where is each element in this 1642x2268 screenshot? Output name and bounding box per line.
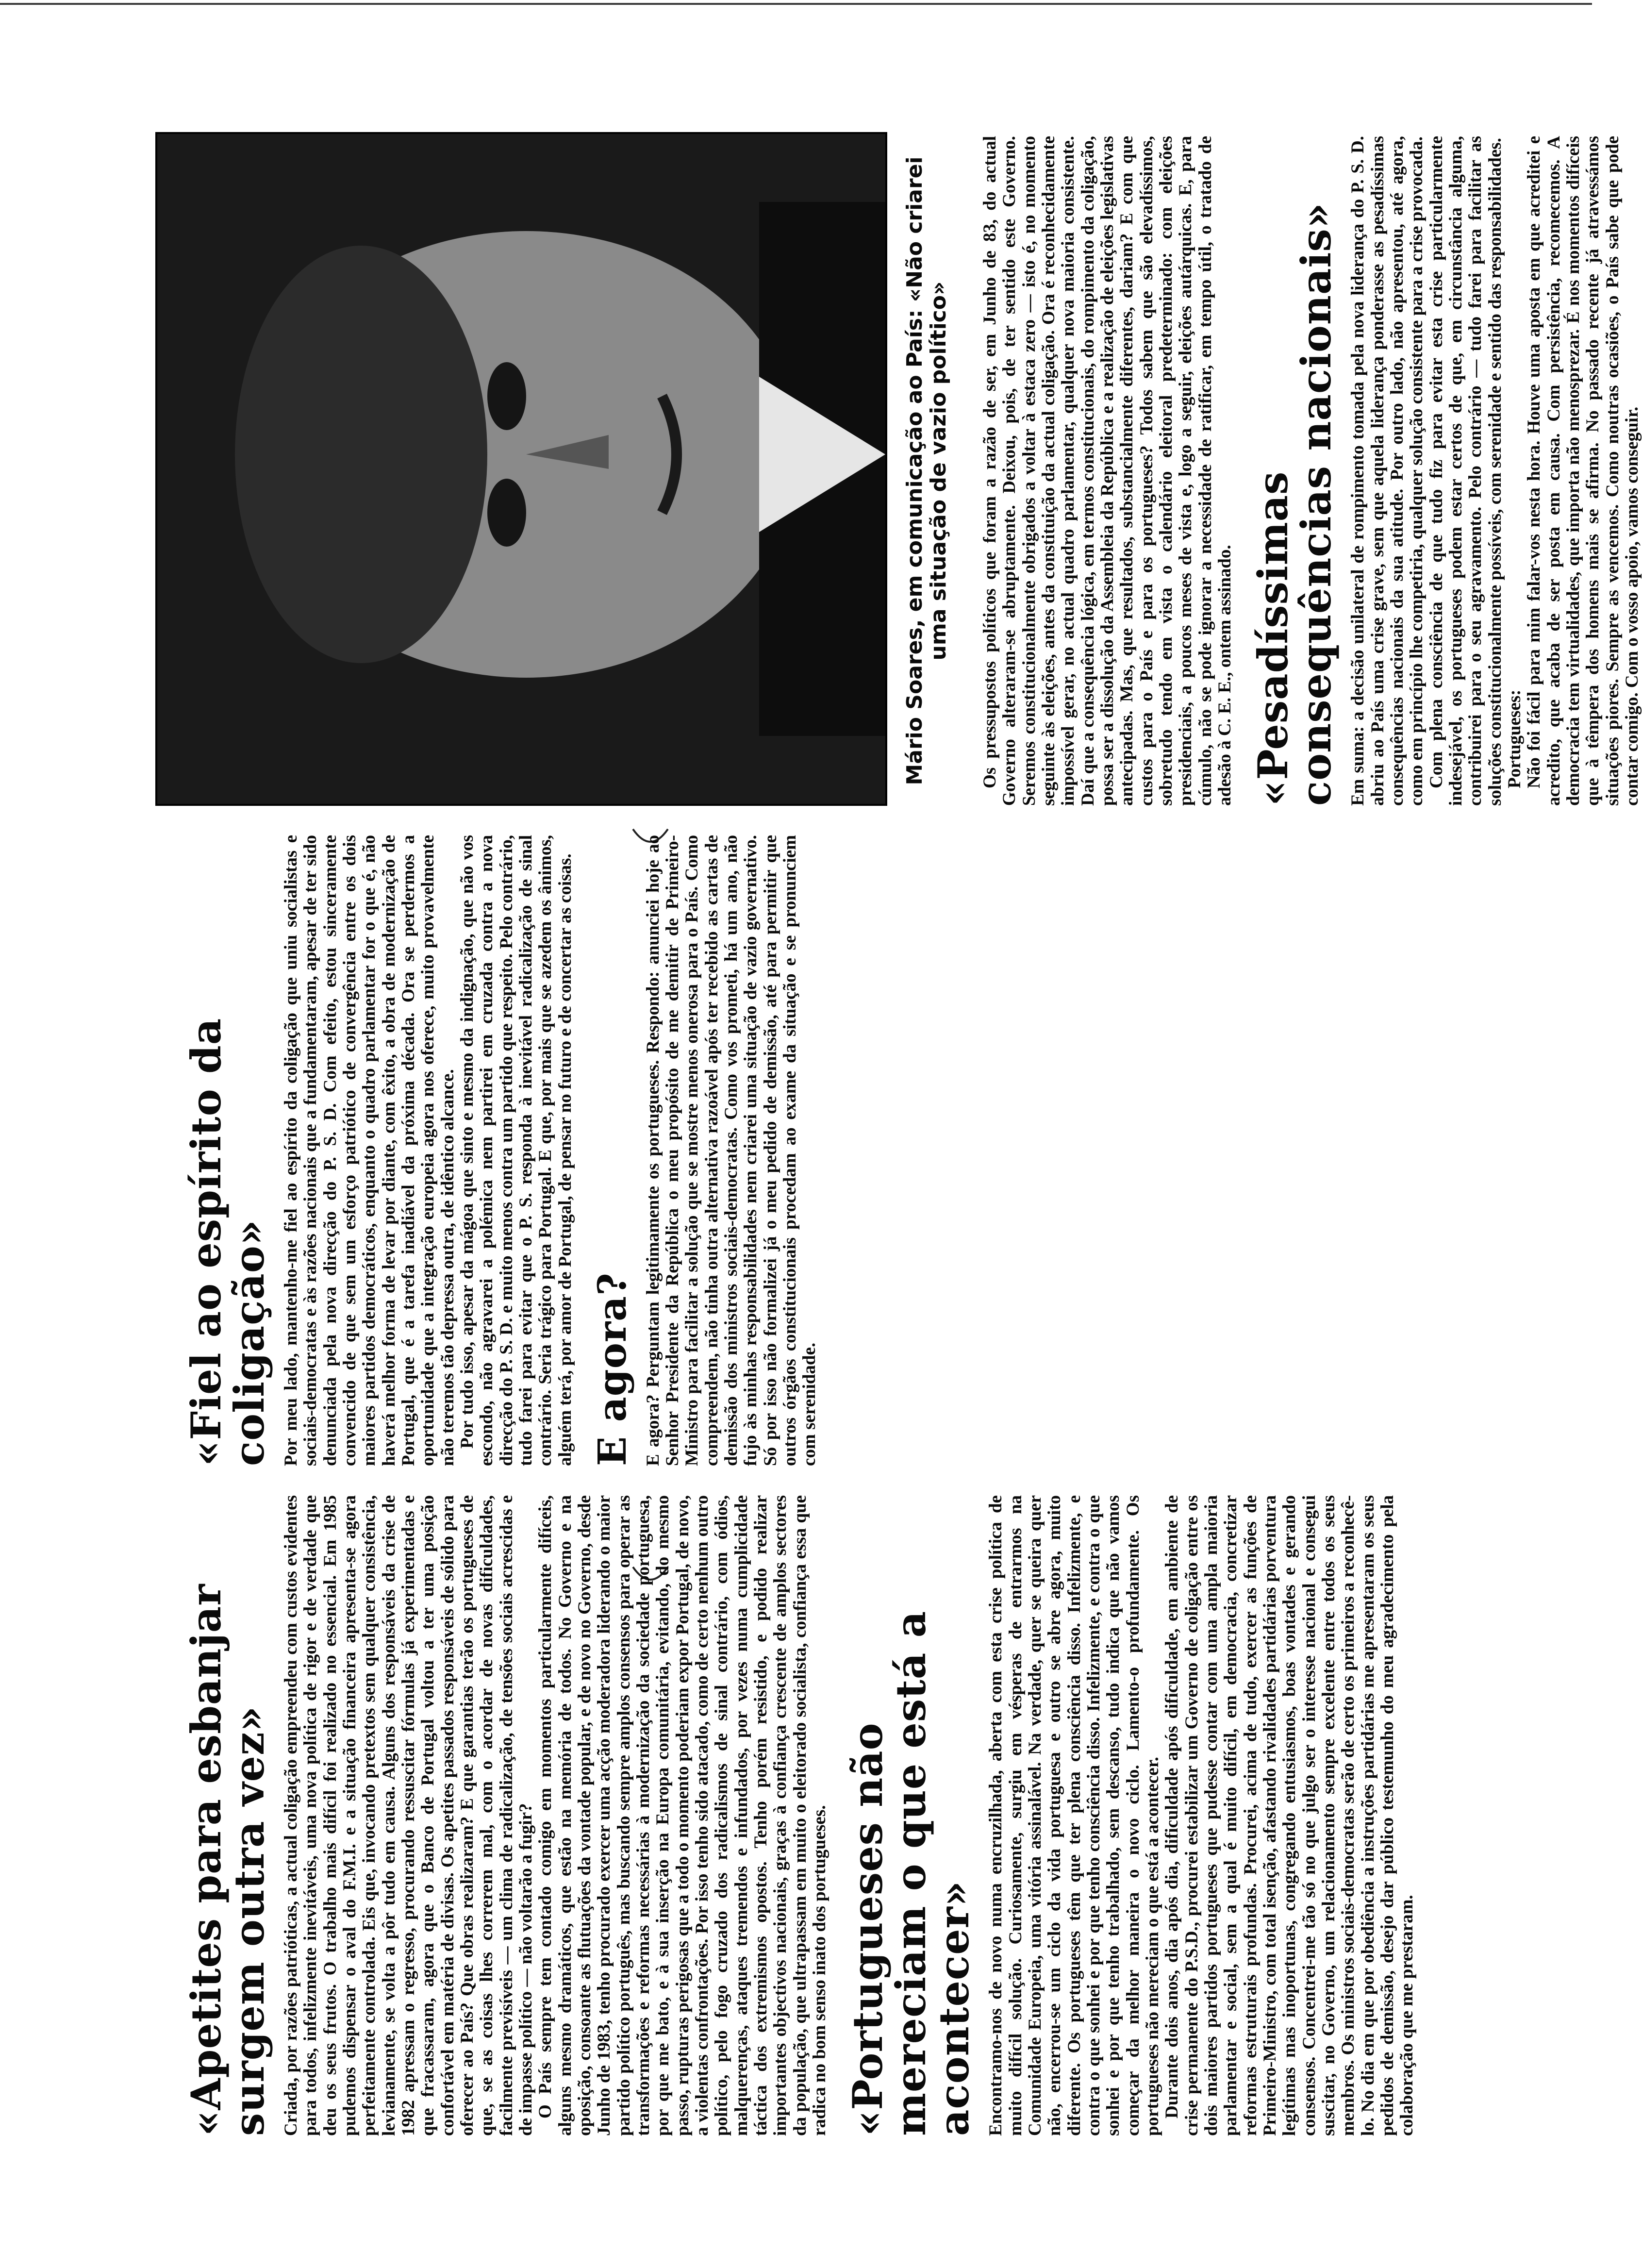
column-3-text	[980, 136, 1642, 806]
portrait-photo	[155, 132, 887, 806]
paragraph: Criada, por razões patrióticas, a actual coligação empreendeu com custos evidentes para todos, infelizmente inevitáveis, uma nova política de rigor e de verdade que deu os seus frutos. O trabalho mais difícil foi realizado no essencial. Em 1985 pudemos dispensar o aval do F.M.I. e a situação financeira apresenta-se agora perfeitamente controlada. Eis que, invocando pretextos sem qualquer consistência, levianamente, se volta a pôr tudo em causa. Alguns dos responsáveis da crise de 1982 apressam o regresso, procurando ressuscitar fórmulas já experimentadas e que fracassaram, agora que o Banco de Portugal voltou a ter uma posição confortável em matéria de divisas. Os apetites passados responsáveis de sólido para oferecer ao País? Que obras realizaram? E que garantias terão os portugueses de que, se as coisas lhes correrem mal, com o acordar de novas dificuldades, facilmente previsíveis — um clima de radicalização, de tensões sociais acrescidas e de impasse político — não voltarão a fugir?	[281, 1495, 536, 2136]
heading-e-agora: E agora?	[589, 1272, 635, 1466]
column-1	[184, 1495, 1417, 2136]
paragraph: Por meu lado, mantenho-me fiel ao espírito da coligação que uniu socialistas e sociais-democratas e às razões nacionais que a fundamentaram, apesar de ter sido denunciada pela nova direcção do P. S. D. Com efeito, estou sinceramente convencido de que sem um esforço patriótico de convergência entre os dois maiores partidos democráticos, enquanto o quadro parlamentar for o que é, não haverá melhor forma de levar por diante, com êxito, a obra de modernização de Portugal, que é a tarefa inadiável da próxima década. Ora se perdermos a oportunidade que a integração europeia agora nos oferece, muito provavelmente não teremos tão depressa outra, de idêntico alcance.	[281, 835, 458, 1466]
paragraph: Por tudo isso, apesar da mágoa que sinto e mesmo da indignação, que não vos escondo, não agravarei a polémica nem partirei em cruzada contra a nova direcção do P. S. D. e muito menos contra um partido que respeito. Pelo contrário, tudo farei para evitar que o P. S. responda à inevitável radicalização de sinal contrário. Seria trágico para Portugal. E que, por mais que se azedem os ânimos, alguém terá, por amor de Portugal, de pensar no futuro e de concertar as coisas.	[457, 835, 575, 1466]
caption	[903, 136, 951, 806]
portrait-image	[157, 134, 885, 804]
paragraph: Não foi fácil para mim falar-vos nesta hora. Houve uma aposta em que acreditei e acredito, que acaba de ser posta em causa. Com persistência, recomecemos. A democracia tem virtualidades, que importa não menosprezar. É nos momentos difíceis que à têmpera dos homens mais se afirma. No passado recente já atravessámos situações piores. Sempre as vencemos. Como noutras ocasiões, o País sabe que pode contar comigo. Com o vosso apoio, vamos conseguir.	[1524, 136, 1642, 806]
heading-apetites: «Apetites para esbanjar surgem outra vez»	[182, 1584, 274, 2136]
heading-portugueses: «Portugueses não mereciam o que está a acontecer»	[844, 1610, 979, 2136]
top-scan-border	[0, 3, 1592, 5]
heading-fiel: «Fiel ao espírito da coligação»	[182, 1017, 274, 1466]
paragraph: E agora? Perguntam legitimamente os portugueses. Respondo: anunciei hoje ao Senhor Presidente da República o meu propósito de me demitir de Primeiro-Ministro para facilitar a solução que se mostre menos onerosa para o País. Como compreendem, não tinha outra alternativa razoável após ter recebido as cartas de demissão dos ministros sociais-democratas. Como vos prometi, há um ano, não fujo às minhas responsabilidades nem criarei uma situação de vazio governativo. Só por isso não formalizei já o meu pedido de demissão, até para permitir que outros órgãos constitucionais procedam ao exame da situação e se pronunciem com serenidade.	[643, 835, 820, 1466]
paragraph: O País sempre tem contado comigo em momentos particularmente difíceis, alguns mesmo dramáticos, que estão na memória de todos. No Governo e na oposição, consoante as flutuações da vontade popular, e de novo no Governo, desde Junho de 1983, tenho procurado exercer uma acção moderadora liderando o maior partido político português, mas buscando sempre amplos consensos para operar as transformações e reformas necessárias à modernização da sociedade portuguesa, por que me bato, e à sua inserção na Europa comunitária, evitando, do mesmo passo, rupturas perigosas que a todo o momento poderiam expor Portugal, de novo, a violentas confrontações. Por isso tenho sido atacado, como de certo nenhum outro político, pelo fogo cruzado dos radicalismos de sinal contrário, com ódios, malquerenças, ataques tremendos e infundados, por vezes numa cumplicidade táctica dos extremismos opostos. Tenho porém resistido, e podido realizar importantes objectivos nacionais, graças à confiança crescente de amplos sectores da população, que ultrapassam em muito o eleitorado socialista, confiança essa que radica no bom senso inato dos portugueses.	[535, 1495, 829, 2136]
paragraph: Em suma: a decisão unilateral de rompimento tomada pela nova liderança do P. S. D. abriu ao País uma crise grave, sem que aquela liderança ponderasse as pesadíssimas consequências nacionais da sua atitude. Por outro lado, não apresentou, até agora, como em princípio lhe competiria, qualquer solução consistente para a crise provocada.	[1348, 136, 1427, 806]
heading-pesadissimas: «Pesadíssimas consequências nacionais»	[1249, 202, 1341, 806]
rotated-newspaper-clipping	[155, 68, 1642, 2136]
paragraph: Com plena consciência de que tudo fiz para evitar esta crise particularmente indesejável, os portugueses podem estar certos de que, em circunstância alguma, contribuirei para o seu agravamento. Pelo contrário — tudo farei para facilitar as soluções constitucionalmente possíveis, com serenidade e sentido das responsabilidades.	[1426, 136, 1505, 806]
paragraph: Os pressupostos políticos que foram a razão de ser, em Junho de 83, do actual Governo alteraram-se abruptamente. Deixou, pois, de ter sentido este Governo. Seremos constitucionalmente obrigados a voltar à estaca zero — isto é, no momento seguinte às eleições, antes da constituição da actual coligação. Ora é reconhecidamente impossível gerar, no actual quadro parlamentar, qualquer nova maioria consistente. Daí que a consequência lógica, em termos constitucionais, do rompimento da coligação, possa ser a dissolução da Assembleia da República e a realização de eleições legislativas antecipadas. Mas, que resultados, substancialmente diferentes, dariam? E com que custos para o País e para os portugueses? Todos sabem que são elevadíssimos, sobretudo tendo em vista o calendário eleitoral predeterminado: com eleições presidenciais, a poucos meses de vista e, logo a seguir, eleições autárquicas. E, para cúmulo, não se pode ignorar a necessidade de ratificar, em tempo útil, o tratado de adesão à C. E. E., ontem assinado.	[980, 136, 1235, 806]
caption-text: Mário Soares, em comunicação ao País: «Não criarei uma situação de vazio político»	[902, 156, 951, 785]
paragraph: Encontramo-nos de novo numa encruzilhada, aberta com esta crise política de muito difícil solução. Curiosamente, surgiu em vésperas de entrarmos na Comunidade Europeia, uma vitória assinalável. Na verdade, quer se queira quer não, encerrou-se um ciclo da vida portuguesa e outro se abre agora, muito diferente. Os portugueses têm que ter plena consciência disso. Infelizmente, e contra o que sonhei e por que tenho consciência disso. Infelizmente, e contra o que sonhei e por que tenho trabalhado, sem descanso, tudo indica que não vamos começar da melhor maneira o novo ciclo. Lamento-o profundamente. Os portugueses não mereciam o que está a acontecer.	[986, 1495, 1162, 2136]
paragraph: Portugueses:	[1504, 689, 1525, 788]
column-2	[184, 835, 820, 1466]
paragraph: Durante dois anos, dia após dia, dificuldade após dificuldade, em ambiente de crise permanente do P.S.D., procurei estabilizar um Governo de coligação entre os dois maiores partidos portugueses que pudesse contar com uma ampla maioria parlamentar e social, sem a qual é muito difícil, em democracia, concretizar reformas estruturais profundas. Procurei, acima de tudo, exercer as funções de Primeiro-Ministro, com total isenção, afastando rivalidades partidárias porventura legítimas mas inoportunas, congregando entusiasmos, boas vontades e gerando consensos. Concentrei-me tão só no que julgo ser o interesse nacional e consegui suscitar, no Governo, um relacionamento sempre excelente entre todos os seus membros. Os ministros sociais-democratas serão de certo os primeiros a reconhecê-lo. No dia em que por obediência a instruções partidárias me apresentaram os seus pedidos de demissão, desejo dar público testemunho do meu agradecimento pela colaboração que me prestaram.	[1162, 1495, 1417, 2136]
